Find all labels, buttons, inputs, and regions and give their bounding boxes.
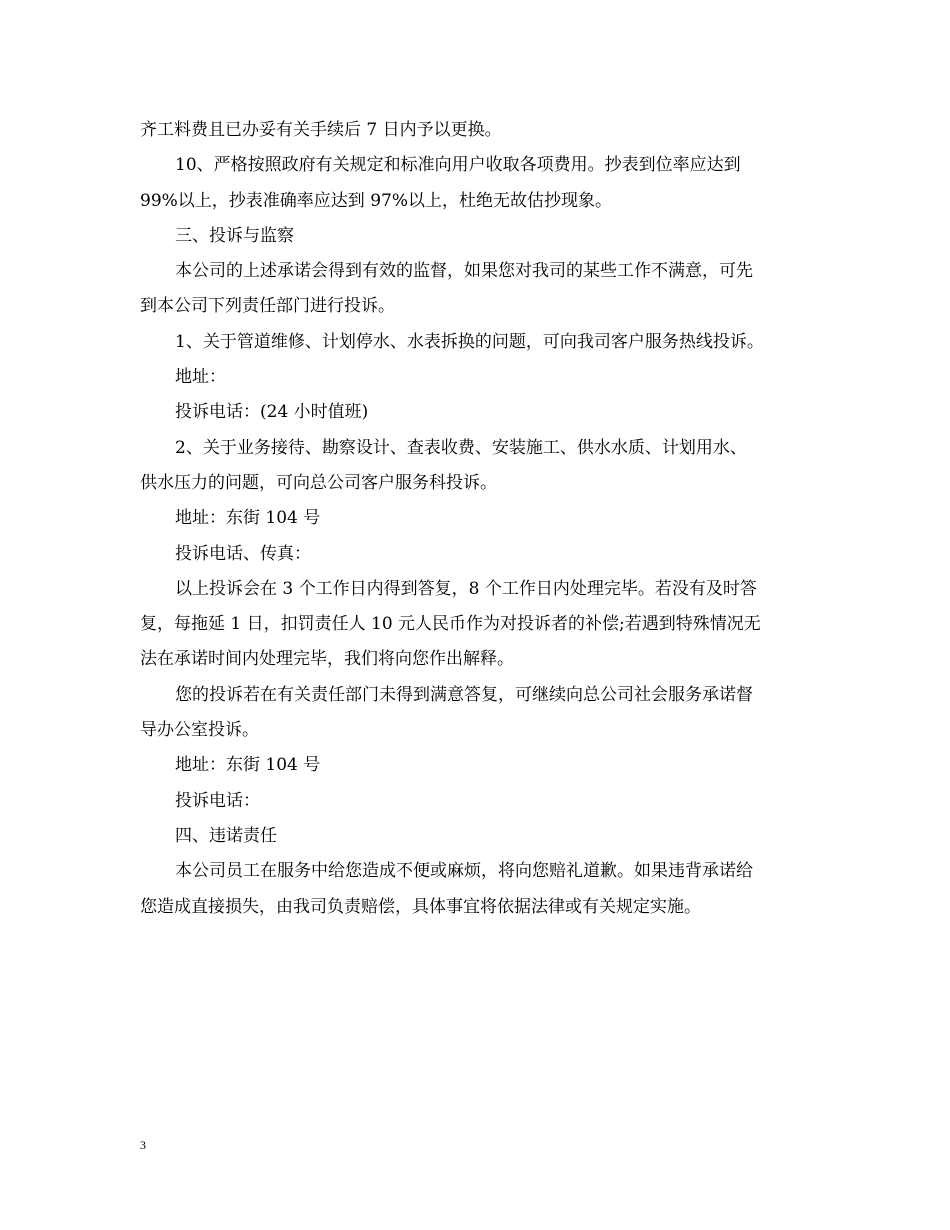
paragraph-line: 1、关于管道维修、计划停水、水表拆换的问题，可向我司客户服务热线投诉。 [175,331,764,352]
paragraph-line: 10、严格按照政府有关规定和标准向用户收取各项费用。抄表到位率应达到 [175,155,741,176]
paragraph-line: 导办公室投诉。 [140,720,259,741]
paragraph-line: 本公司的上述承诺会得到有效的监督，如果您对我司的某些工作不满意，可先 [175,261,753,282]
page-number: 3 [140,1138,146,1152]
paragraph-line: 法在承诺时间内处理完毕，我们将向您作出解释。 [140,649,514,670]
paragraph-line: 齐工料费且已办妥有关手续后 7 日内予以更换。 [140,120,502,140]
section-heading: 四、违诺责任 [175,825,277,846]
phone-line: 投诉电话： [175,790,260,811]
phone-line: 投诉电话：(24 小时值班) [175,402,369,423]
paragraph-line: 您造成直接损失，由我司负责赔偿，具体事宜将依据法律或有关规定实施。 [140,896,701,917]
paragraph-line: 99%以上，抄表准确率应达到 97%以上，杜绝无故估抄现象。 [140,190,612,211]
paragraph-line: 供水压力的问题，可向总公司客户服务科投诉。 [140,472,497,493]
paragraph-line: 2、关于业务接待、勘察设计、查表收费、安装施工、供水水质、计划用水、 [175,437,747,458]
document-body [140,113,820,925]
phone-fax-line: 投诉电话、传真： [175,543,311,564]
section-heading: 三、投诉与监察 [175,225,294,246]
paragraph-line: 到本公司下列责任部门进行投诉。 [140,296,395,317]
address-line: 地址：东街 104 号 [175,508,321,529]
address-line: 地址： [175,367,226,388]
paragraph-line: 复，每拖延 1 日，扣罚责任人 10 元人民币作为对投诉者的补偿;若遇到特殊情况无 [140,614,761,635]
paragraph-line: 本公司员工在服务中给您造成不便或麻烦，将向您赔礼道歉。如果违背承诺给 [175,861,753,882]
paragraph-line: 您的投诉若在有关责任部门未得到满意答复，可继续向总公司社会服务承诺督 [175,684,753,705]
paragraph-line: 以上投诉会在 3 个工作日内得到答复，8 个工作日内处理完毕。若没有及时答 [175,578,757,599]
address-line: 地址：东街 104 号 [175,755,321,776]
